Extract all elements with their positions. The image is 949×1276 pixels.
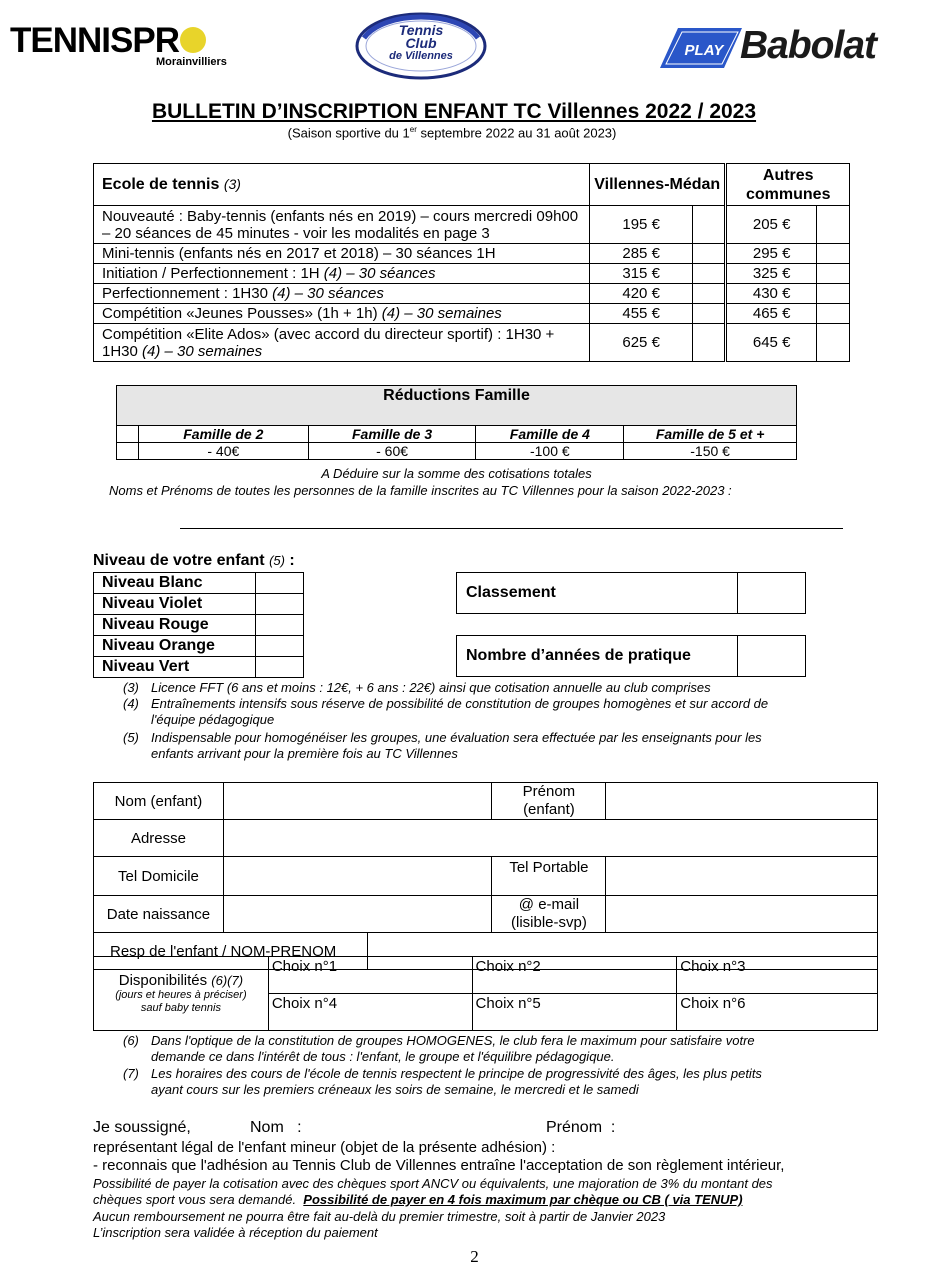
fees-row-label [94, 206, 590, 244]
family-reduction-value: - 40€ [138, 443, 308, 460]
play-badge-label: PLAY [684, 42, 724, 59]
family-reduction-title: Réductions Famille [117, 386, 797, 426]
je-soussigne-label: Je soussigné, [93, 1119, 191, 1136]
fees-price-autres: 325 € [726, 264, 816, 284]
nom-enfant-label: Nom (enfant) [94, 783, 224, 820]
fees-price-villennes: 285 € [589, 244, 692, 264]
disponibilites-text: Disponibilités [118, 971, 208, 989]
payment-line [93, 1192, 743, 1207]
classement-field[interactable] [738, 573, 806, 614]
fees-table [93, 163, 850, 362]
page-title: BULLETIN D’INSCRIPTION ENFANT TC Villennes 2022 / 2023 [151, 100, 757, 123]
level-label: Niveau Rouge [94, 615, 256, 636]
fees-row [94, 284, 850, 304]
footnotes-a [123, 680, 863, 760]
fees-checkbox-autres[interactable] [816, 244, 849, 264]
level-checkbox[interactable] [256, 636, 304, 657]
email-label [492, 896, 606, 933]
family-col-header: Famille de 4 [476, 426, 624, 443]
prenom-enfant-label [492, 783, 606, 820]
level-checkbox[interactable] [256, 573, 304, 594]
prenom-label-line: Prénom [522, 783, 576, 800]
fees-price-villennes: 315 € [589, 264, 692, 284]
signature-nom-label: Nom : [250, 1119, 302, 1136]
annees-box [456, 635, 806, 677]
fees-row-text: Compétition «Elite Ados» (avec accord du directeur sportif) : 1H30 + 1H30 [102, 325, 555, 360]
page-number: 2 [470, 1247, 479, 1266]
fees-row-label [94, 264, 590, 284]
fees-header-row [94, 164, 850, 206]
fees-price-autres: 430 € [726, 284, 816, 304]
club-logo-line: de Villennes [389, 50, 453, 62]
family-empty-cell [117, 443, 139, 460]
choix-label: Choix n°6 [677, 994, 755, 1031]
subtitle-text: septembre 2022 au 31 août 2023) [416, 125, 617, 141]
email-label-line: (lisible-svp) [511, 914, 587, 931]
club-logo-line: Club [405, 35, 437, 51]
club-logo-line: Tennis [398, 22, 444, 38]
fees-checkbox-villennes[interactable] [693, 304, 726, 324]
fees-row [94, 264, 850, 284]
fees-row-text: Mini-tennis (enfants nés en 2017 et 2018) – 30 séances 1H [102, 245, 496, 262]
levels-heading-colon: : [284, 552, 295, 569]
family-reduction-value: - 60€ [308, 443, 476, 460]
footnote-text: Indispensable pour homogénéiser les groupes, une évaluation sera effectuée par les enseignants pour les [151, 730, 762, 745]
family-col-header: Famille de 5 et + [624, 426, 797, 443]
subtitle-text: (Saison sportive du 1 [287, 125, 410, 141]
email-label-line: @ e-mail [518, 896, 580, 913]
fees-checkbox-autres[interactable] [816, 304, 849, 324]
fees-row-italic: (4) – 30 semaines [381, 305, 502, 322]
tel-portable-field[interactable] [606, 857, 878, 896]
disponibilites-table [93, 956, 878, 1031]
level-label: Niveau Vert [94, 657, 256, 678]
fees-header-text: Ecole de tennis [102, 176, 220, 193]
babolat-wordmark: Babolat [740, 24, 877, 67]
fees-row [94, 324, 850, 362]
levels-heading-text: Niveau de votre enfant [93, 552, 265, 569]
babolat-logo [660, 22, 938, 70]
col-autres-header: Autres communes [726, 164, 850, 206]
fees-row [94, 206, 850, 244]
family-col-header: Famille de 2 [138, 426, 308, 443]
fees-price-villennes: 195 € [589, 206, 692, 244]
reglement-text: - reconnais que l'adhésion au Tennis Club de Villennes entraîne l'acceptation de son règlement intérieur, [93, 1157, 785, 1174]
tennispro-subtitle: Morainvilliers [156, 56, 227, 68]
choix-field[interactable] [550, 957, 677, 994]
footnote-text: Les horaires des cours de l'école de tennis respectent le principe de progressivité des âges, les plus petits [151, 1066, 762, 1081]
prenom-enfant-field[interactable] [606, 783, 878, 820]
fees-row-label [94, 284, 590, 304]
tel-portable-label: Tel Portable [492, 857, 606, 896]
fees-price-villennes: 625 € [589, 324, 692, 362]
payment-options-text: Possibilité de payer en 4 fois maximum par chèque ou CB ( via TENUP) [303, 1192, 743, 1207]
footnotes-b [123, 1033, 863, 1099]
disponibilites-sub: (jours et heures à préciser) [115, 988, 247, 1001]
fees-checkbox-autres[interactable] [816, 324, 849, 362]
annees-label: Nombre d’années de pratique [457, 636, 738, 677]
family-reduction-value: -150 € [624, 443, 797, 460]
fees-checkbox-autres[interactable] [816, 284, 849, 304]
family-deduction-note: A Déduire sur la somme des cotisations totales [321, 466, 592, 481]
choix-label: Choix n°4 [268, 994, 345, 1031]
family-reduction-table [116, 385, 797, 460]
fees-row-text: Perfectionnement : 1H30 [102, 285, 273, 302]
footnote-text: Entraînements intensifs sous réserve de possibilité de constitution de groupes homogènes et sur accord de [151, 696, 769, 711]
level-checkbox[interactable] [256, 594, 304, 615]
level-label: Niveau Orange [94, 636, 256, 657]
footnote-text: enfants arrivant pour la première fois au TC Villennes [151, 746, 458, 761]
nom-enfant-field[interactable] [223, 783, 492, 820]
footnote-number: (6) [123, 1033, 139, 1048]
tel-domicile-label: Tel Domicile [94, 857, 224, 896]
tennis-ball-icon [180, 27, 206, 53]
fees-row-text: Initiation / Perfectionnement : 1H [102, 265, 324, 282]
classement-box [456, 572, 806, 614]
disponibilites-sub: sauf baby tennis [140, 1001, 221, 1014]
family-reduction-value: -100 € [476, 443, 624, 460]
footnote-text: Dans l'optique de la constitution de groupes HOMOGENES, le club fera le maximum pour satisfaire votre [151, 1033, 755, 1048]
validation-text: L’inscription sera validée à réception du paiement [93, 1225, 378, 1240]
fees-price-villennes: 455 € [589, 304, 692, 324]
family-members-note: Noms et Prénoms de toutes les personnes de la famille inscrites au TC Villennes pour la saison 2022-2023 : [109, 483, 732, 498]
footnote-number: (4) [123, 696, 139, 711]
fees-row-italic: (4) – 30 séances [272, 285, 384, 302]
family-members-line[interactable] [180, 528, 843, 529]
fees-row-label [94, 324, 590, 362]
choix-label: Choix n°5 [472, 994, 550, 1031]
family-empty-cell [117, 426, 139, 443]
level-checkbox[interactable] [256, 615, 304, 636]
representant-legal-text: représentant légal de l'enfant mineur (objet de la présente adhésion) : [93, 1139, 556, 1156]
fees-row-text: Nouveauté : Baby-tennis (enfants nés en 2019) – cours mercredi 09h00 – 20 séances de 45 minutes - voir les modalités en page 3 [102, 207, 579, 242]
adresse-label: Adresse [94, 820, 224, 857]
identity-form [93, 782, 878, 970]
email-field[interactable] [606, 896, 878, 933]
footnote-text: Licence FFT (6 ans et moins : 12€, + 6 ans : 22€) ainsi que cotisation annuelle au club comprises [151, 680, 711, 695]
levels-heading-note: (5) [269, 553, 285, 568]
date-naissance-label: Date naissance [94, 896, 224, 933]
fees-row-label [94, 244, 590, 264]
fees-checkbox-villennes[interactable] [693, 244, 726, 264]
date-naissance-field[interactable] [223, 896, 492, 933]
fees-price-autres: 465 € [726, 304, 816, 324]
subtitle-sup: er [409, 125, 417, 134]
level-label: Niveau Violet [94, 594, 256, 615]
fees-row-italic: (4) – 30 séances [323, 265, 436, 282]
fees-checkbox-villennes[interactable] [693, 206, 726, 244]
fees-checkbox-villennes[interactable] [693, 264, 726, 284]
col-villennes-header: Villennes-Médan [589, 164, 726, 206]
tennispro-wordmark: TENNISPR [10, 21, 179, 60]
disponibilites-note: (6)(7) [211, 972, 244, 988]
level-checkbox[interactable] [256, 657, 304, 678]
classement-label: Classement [457, 573, 738, 614]
responsable-label: Resp de l'enfant / NOM-PRENOM [94, 933, 368, 970]
disponibilites-label [94, 957, 269, 1031]
fees-row-text: Compétition «Jeunes Pousses» (1h + 1h) [102, 305, 382, 322]
footnote-text: l'équipe pédagogique [151, 712, 275, 727]
signature-prenom-label: Prénom : [546, 1119, 616, 1136]
level-label: Niveau Blanc [94, 573, 256, 594]
fees-header-note: (3) [223, 176, 241, 192]
choix-label: Choix n°2 [472, 957, 550, 994]
footnote-number: (3) [123, 680, 139, 695]
tel-domicile-field[interactable] [223, 857, 492, 896]
levels-heading [93, 552, 295, 570]
levels-table [93, 572, 304, 678]
tennispro-logo [10, 21, 230, 74]
fees-price-autres: 205 € [726, 206, 816, 244]
fees-row [94, 244, 850, 264]
fees-checkbox-villennes[interactable] [693, 284, 726, 304]
choix-field[interactable] [345, 994, 472, 1031]
adresse-field[interactable] [223, 820, 877, 857]
fees-row [94, 304, 850, 324]
choix-field[interactable] [345, 957, 472, 994]
fees-checkbox-autres[interactable] [816, 264, 849, 284]
footnote-text: ayant cours sur les premiers créneaux les soirs de semaine, le mercredi et le samedi [151, 1082, 639, 1097]
page-subtitle [0, 125, 904, 140]
family-col-header: Famille de 3 [308, 426, 476, 443]
fees-price-autres: 645 € [726, 324, 816, 362]
choix-field[interactable] [550, 994, 677, 1031]
fees-checkbox-villennes[interactable] [693, 324, 726, 362]
fees-row-label [94, 304, 590, 324]
cheques-sport-text: chèques sport vous sera demandé. [93, 1192, 304, 1207]
fees-price-villennes: 420 € [589, 284, 692, 304]
choix-field[interactable] [755, 957, 878, 994]
choix-label: Choix n°1 [268, 957, 345, 994]
fees-header-label [94, 164, 590, 206]
club-logo [354, 8, 488, 80]
footnote-number: (5) [123, 730, 139, 745]
cheques-sport-text: Possibilité de payer la cotisation avec des chèques sport ANCV ou équivalents, une majoration de 3% du montant des [93, 1176, 773, 1191]
remboursement-text: Aucun remboursement ne pourra être fait au-delà du premier trimestre, soit à partir de Janvier 2023 [93, 1209, 666, 1224]
prenom-label-line: (enfant) [523, 801, 575, 818]
footnote-number: (7) [123, 1066, 139, 1081]
annees-field[interactable] [738, 636, 806, 677]
fees-checkbox-autres[interactable] [816, 206, 849, 244]
choix-field[interactable] [755, 994, 878, 1031]
footnote-text: demande ce dans l'intérêt de tous : l'enfant, le groupe et l'équilibre pédagogique. [151, 1049, 615, 1064]
choix-label: Choix n°3 [677, 957, 755, 994]
fees-price-autres: 295 € [726, 244, 816, 264]
fees-row-italic: (4) – 30 semaines [142, 342, 263, 360]
